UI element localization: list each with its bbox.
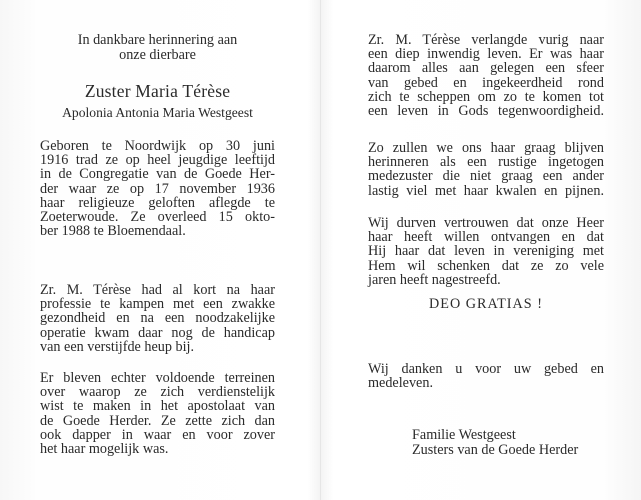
text-line: de Goede Herder. Ze zette zich dan — [40, 412, 275, 429]
text-line: Wij durven vertrouwen dat onze Heer — [368, 215, 604, 231]
text-line: haar heeft willen ontvangen en dat — [368, 229, 604, 246]
signature-block — [412, 428, 578, 457]
text-line: Wij danken u voor uw gebed en — [368, 361, 604, 377]
text-line: ook dapper in waar en voor zover — [40, 426, 275, 443]
biography-paragraph — [40, 139, 275, 238]
text-line: wist te maken in het apostolaat van — [40, 398, 275, 415]
text-line: daarom alles aan gelegen een sfeer — [368, 60, 604, 77]
card-fold — [320, 0, 321, 500]
text-line: medeleven. — [368, 375, 433, 392]
text-line: zich te scheppen om zo te komen tot — [368, 88, 604, 105]
text-line: van gebed en ingekeerdheid rond — [368, 74, 604, 91]
text-line: een leven in Gods tegenwoordigheid. — [368, 103, 604, 120]
text-line: ber 1988 te Bloemendaal. — [40, 223, 186, 240]
text-line: een diep inwendig leven. Er was haar — [368, 46, 604, 63]
signature-congregation: Zusters van de Goede Herder — [412, 441, 579, 458]
text-line: medezuster die niet graag een ander — [368, 168, 604, 185]
text-line: Zr. M. Térèse verlangde vurig naar — [368, 32, 604, 48]
text-line: Hij haar dat leven in vereniging met — [368, 243, 604, 260]
header-line: onze dierbare — [119, 47, 196, 63]
signature-family: Familie Westgeest — [412, 427, 516, 443]
left-page — [40, 0, 275, 500]
text-line: 1916 trad ze op heel jeugdige leeftijd — [40, 152, 275, 169]
text-line: operatie kwam daar nog de handicap — [40, 324, 275, 341]
remembrance-paragraph — [368, 141, 604, 198]
text-line: het haar mogelijk was. — [40, 441, 169, 458]
text-line: van een verstijfde heup bij. — [40, 338, 195, 355]
text-line: Zoeterwoude. Ze overleed 15 okto- — [40, 209, 275, 226]
header-line: In dankbare herinnering aan — [77, 32, 238, 48]
text-line: Geboren te Noordwijk op 30 juni — [40, 138, 275, 154]
right-page — [368, 0, 604, 500]
closing-deo-gratias: DEO GRATIAS ! — [429, 296, 543, 312]
health-paragraph — [40, 283, 275, 354]
text-line: der waar ze op 17 november 1936 — [40, 180, 275, 197]
text-line: Hem wil schenken dat ze zo vele — [368, 257, 604, 274]
text-line: Zr. M. Térèse had al kort na haar — [40, 282, 275, 298]
text-line: jaren heeft nagestreefd. — [368, 271, 501, 288]
text-line: over waarop ze zich verdienstelijk — [40, 384, 275, 401]
apostolate-paragraph — [40, 371, 275, 456]
text-line: Zo zullen we ons haar graag blijven — [368, 140, 604, 156]
deceased-name: Zuster Maria Térèse — [84, 81, 231, 101]
spiritual-life-paragraph — [368, 33, 604, 118]
text-line: haar religieuze geloften aflegde te — [40, 194, 275, 211]
deceased-full-name: Apolonia Antonia Maria Westgeest — [62, 105, 253, 120]
text-line: lastig viel met haar kwalen en pijnen. — [368, 182, 604, 199]
text-line: professie te kampen met een zwakke — [40, 296, 275, 313]
text-line: gezondheid en na een noodzakelijke — [40, 310, 275, 327]
text-line: in de Congregatie van de Goede Her- — [40, 166, 275, 183]
faith-paragraph — [368, 216, 604, 287]
dedication-header — [40, 33, 275, 63]
thanks-paragraph — [368, 362, 604, 390]
text-line: Er bleven echter voldoende terreinen — [40, 370, 275, 386]
text-line: herinneren als een rustige ingetogen — [368, 154, 604, 171]
